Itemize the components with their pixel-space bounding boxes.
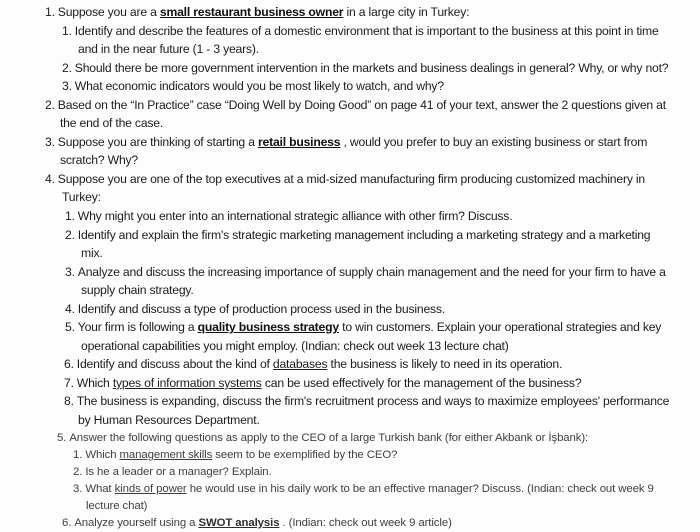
document-line <box>0 337 700 356</box>
document-line <box>0 77 700 96</box>
text-segment: What economic indicators would you be most likely to watch, and why? <box>74 79 444 94</box>
text-segment: seem to be exemplified by the CEO? <box>212 448 398 461</box>
list-number: 2. <box>65 227 75 242</box>
text-segment: Identify and discuss about the kind of <box>76 357 273 372</box>
list-number: 3. <box>45 134 55 149</box>
text-segment: by Human Resources Department. <box>78 413 260 428</box>
document-line <box>0 374 700 393</box>
text-segment: mix. <box>81 246 103 261</box>
list-number: 4. <box>45 171 55 186</box>
text-segment: Answer the following questions as apply to the CEO of a large Turkish bank (for either Akbank or İşbank): <box>69 431 589 444</box>
emphasized-text: retail business <box>257 134 341 149</box>
text-segment: Analyze and discuss the increasing importance of supply chain management and the need for your firm to have a <box>77 264 666 279</box>
text-segment: Should there be more government intervention in the markets and business dealings in general? Why, or why not? <box>74 60 669 75</box>
text-segment: Your firm is following a <box>77 320 198 335</box>
document-line <box>0 188 700 207</box>
emphasized-text: quality business strategy <box>197 320 339 335</box>
text-segment: Suppose you are a <box>57 5 160 19</box>
list-number: 1. <box>73 448 83 461</box>
document-line <box>0 392 700 411</box>
text-segment: Analyze yourself using a <box>74 516 199 529</box>
document-line <box>0 281 700 300</box>
text-segment: , would you prefer to buy an existing business or start from <box>340 134 648 149</box>
emphasized-text: databases <box>272 357 328 372</box>
list-number: 3. <box>73 482 83 495</box>
list-number: 5. <box>57 431 67 444</box>
text-segment: in a large city in Turkey: <box>343 5 470 19</box>
text-segment: the end of the case. <box>60 116 164 131</box>
document-line <box>0 411 700 430</box>
text-segment: can be used effectively for the management of the business? <box>261 375 582 390</box>
text-segment: . (Indian: check out week 9 article) <box>279 516 452 529</box>
document-line <box>0 151 700 170</box>
document-line <box>0 114 700 133</box>
list-number: 4. <box>65 301 75 316</box>
document-line <box>0 430 700 447</box>
list-number: 3. <box>62 79 72 94</box>
list-number: 7. <box>64 375 74 390</box>
list-number: 8. <box>64 394 74 409</box>
text-segment: scratch? Why? <box>60 153 138 168</box>
emphasized-text: small restaurant business owner <box>159 5 344 19</box>
text-segment: lecture chat) <box>86 499 148 512</box>
document-line <box>0 515 700 532</box>
document-line <box>0 226 700 245</box>
emphasized-text: types of information systems <box>112 375 262 390</box>
list-number: 6. <box>62 516 72 529</box>
text-segment: operational capabilities you might employ. (Indian: check out week 13 lecture chat) <box>81 338 509 353</box>
list-number: 3. <box>65 264 75 279</box>
text-segment: Suppose you are one of the top executives at a mid-sized manufacturing firm producing customized machinery in <box>57 171 645 186</box>
list-number: 2. <box>73 465 83 478</box>
text-segment: Identify and explain the firm's strategic marketing management including a marketing strategy and a marketing <box>77 227 651 242</box>
document-line <box>0 355 700 374</box>
emphasized-text: kinds of power <box>114 482 187 495</box>
list-number: 2. <box>45 97 55 112</box>
document-line <box>0 244 700 263</box>
list-number: 5. <box>65 320 75 335</box>
text-segment: Which <box>76 375 113 390</box>
text-segment: Based on the “In Practice” case “Doing Well by Doing Good” on page 41 of your text, answer the 2 questions given at <box>57 97 666 112</box>
list-number: 2. <box>62 60 72 75</box>
text-segment: the business is likely to need in its operation. <box>327 357 563 372</box>
text-segment: to win customers. Explain your operational strategies and key <box>338 320 662 335</box>
text-segment: he would use in his daily work to be an effective manager? Discuss. (Indian: check out week 9 <box>186 482 654 495</box>
text-segment: and in the near future (1 - 3 years). <box>78 42 259 57</box>
text-segment: Which <box>85 448 120 461</box>
document-line <box>0 447 700 464</box>
document-line <box>0 464 700 481</box>
list-number: 1. <box>62 23 72 38</box>
text-segment: The business is expanding, discuss the firm's recruitment process and ways to maximize employees' performance <box>76 394 670 409</box>
document-line <box>0 207 700 226</box>
document-line <box>0 170 700 189</box>
text-segment: Identify and discuss a type of production process used in the business. <box>77 301 445 316</box>
text-segment: Identify and describe the features of a domestic environment that is important to the business at this point in time <box>74 23 659 38</box>
document-line <box>0 3 700 22</box>
text-segment: What <box>85 482 115 495</box>
document-line <box>0 133 700 152</box>
document-line <box>0 300 700 319</box>
document-line <box>0 96 700 115</box>
emphasized-text: SWOT analysis <box>198 516 280 529</box>
list-number: 1. <box>65 209 75 224</box>
document-line <box>0 498 700 515</box>
text-segment: Is he a leader or a manager? Explain. <box>85 465 272 478</box>
text-segment: Suppose you are thinking of starting a <box>57 134 258 149</box>
list-number: 6. <box>64 357 74 372</box>
list-number: 1. <box>45 5 55 19</box>
document-line <box>0 59 700 78</box>
text-segment: Turkey: <box>62 190 101 205</box>
document-line <box>0 263 700 282</box>
document-line <box>0 318 700 337</box>
text-segment: supply chain strategy. <box>81 283 194 298</box>
document-line <box>0 22 700 41</box>
text-segment: Why might you enter into an international strategic alliance with other firm? Discuss. <box>77 209 513 224</box>
document-line <box>0 481 700 498</box>
document-line <box>0 40 700 59</box>
emphasized-text: management skills <box>119 448 213 461</box>
